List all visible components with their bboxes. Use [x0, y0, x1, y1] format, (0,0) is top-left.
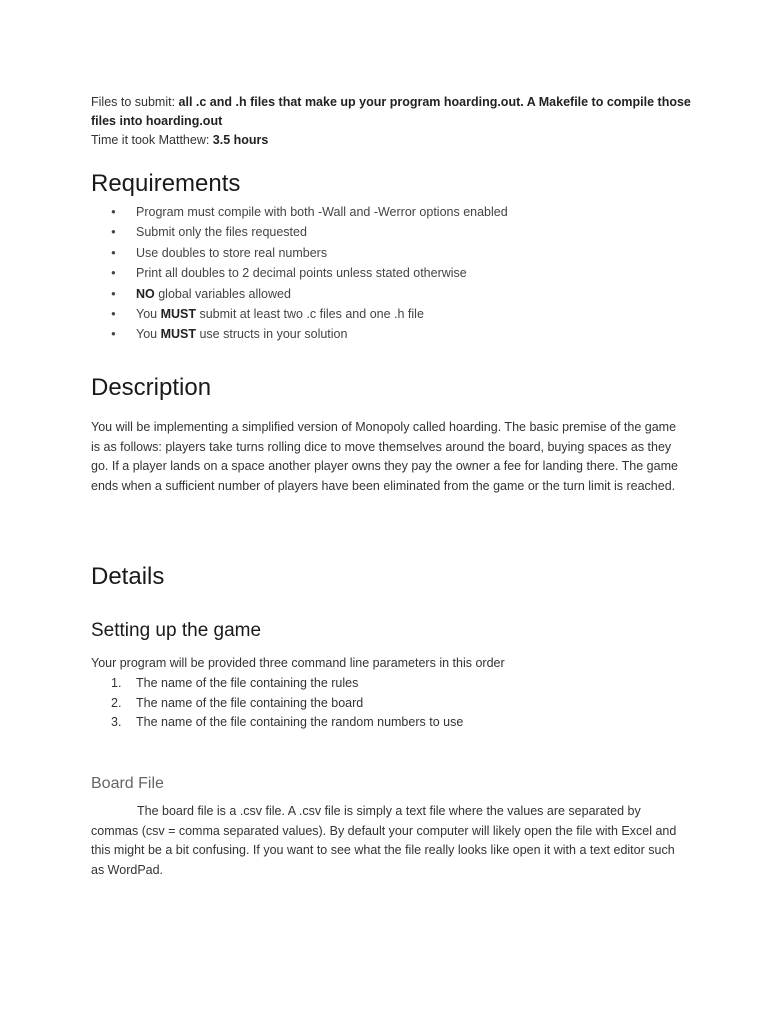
list-item: ● You MUST submit at least two .c files and one .h file: [91, 304, 508, 324]
board-file-body: The board file is a .csv file. A .csv file is simply a text file where the values are separated by commas (csv = comma separated values). By default your computer will likely open the file with Excel and this might be a bit confusing. If you want to see what the file really looks like open it with a text editor such as WordPad.: [91, 804, 677, 877]
time-label: Time it took Matthew:: [91, 133, 213, 147]
list-item: ● Use doubles to store real numbers: [91, 243, 508, 263]
list-item: ● You MUST use structs in your solution: [91, 324, 508, 344]
list-item: ● Submit only the files requested: [91, 222, 508, 242]
setup-heading: Setting up the game: [91, 620, 262, 641]
time-taken: [91, 131, 691, 150]
files-label: Files to submit:: [91, 95, 179, 109]
submission-info: [91, 93, 691, 150]
board-file-heading: Board File: [91, 775, 164, 792]
setup-intro: Your program will be provided three command line parameters in this order: [91, 656, 505, 670]
list-item: ● NO global variables allowed: [91, 284, 508, 304]
files-to-submit: [91, 93, 691, 131]
list-item: ● Program must compile with both -Wall and -Werror options enabled: [91, 202, 508, 222]
list-item: 3. The name of the file containing the random numbers to use: [111, 715, 464, 729]
requirements-heading: Requirements: [91, 170, 241, 197]
parameters-list: [91, 674, 463, 733]
list-item: 2. The name of the file containing the board: [111, 695, 364, 710]
requirements-list: [91, 202, 508, 345]
details-heading: Details: [91, 563, 165, 590]
list-item: ● Print all doubles to 2 decimal points unless stated otherwise: [91, 263, 508, 283]
description-heading: Description: [91, 374, 212, 401]
description-body: You will be implementing a simplified version of Monopoly called hoarding. The basic premise of the game is as follows: players take turns rolling dice to move themselves around the board, buying spaces as they go. If a player lands on a space another player owns they pay the owner a fee for landing there. The game ends when a sufficient number of players have been eliminated from the game or the turn limit is reached.: [91, 420, 678, 493]
time-value: 3.5 hours: [212, 133, 269, 147]
list-item: 1. The name of the file containing the rules: [111, 676, 359, 690]
files-value: all .c and .h files that make up your program hoarding.out. A Makefile to compile those files into hoarding.out: [91, 95, 691, 128]
